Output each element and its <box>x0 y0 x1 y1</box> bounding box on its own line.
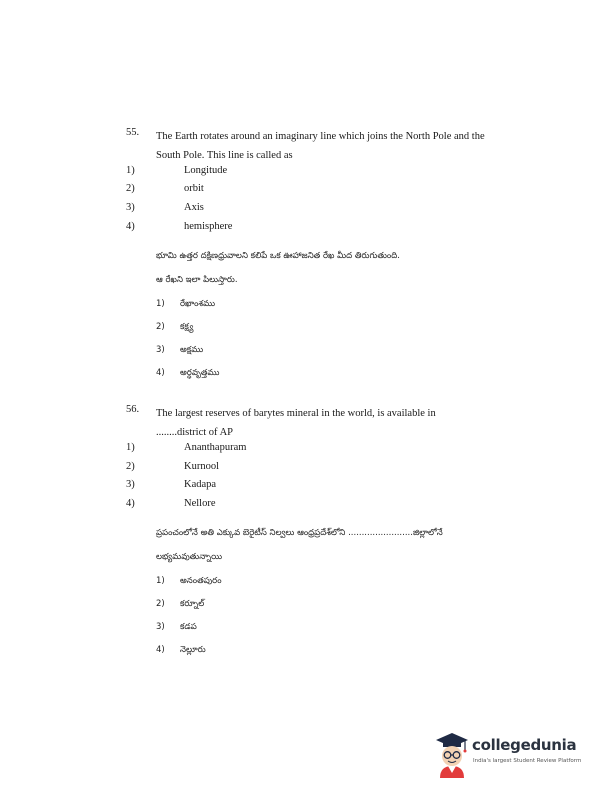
telugu-option-1: 1) అనంతపురం <box>156 576 222 586</box>
collegedunia-logo <box>432 728 582 780</box>
question-text: The Earth rotates around an imaginary line which joins the North Pole and the South Pole. This line is called as <box>156 131 485 161</box>
telugu-question-line-1: ప్రపంచంలోనే అతి ఎక్కువ బెరైటీస్ నిల్వలు ఆంధ్రప్రదేశ్‌లోని ........................జిల్లాలోనే <box>156 528 443 538</box>
telugu-option-2: 2) కర్నూల్ <box>156 599 205 609</box>
telugu-option-4: 4) నెల్లూరు <box>156 645 206 655</box>
question-text-line-1: The largest reserves of barytes mineral in the world, is available in <box>156 408 436 419</box>
telugu-option-2: 2) కక్ష్య <box>156 322 194 332</box>
brand-tagline: India's largest Student Review Platform <box>473 758 582 764</box>
question-number: 55. <box>126 127 140 138</box>
telugu-option-4: 4) అర్ధవృత్తము <box>156 368 220 378</box>
telugu-question-line-2: లభ్యమవుతున్నాయి <box>156 552 223 562</box>
telugu-option-1: 1) రేఖాంశము <box>156 299 216 309</box>
telugu-question-line-2: ఆ రేఖని ఇలా పిలుస్తారు. <box>156 275 238 285</box>
student-mascot-icon <box>432 728 472 780</box>
brand-name: collegedunia <box>472 736 577 754</box>
question-text-line-2: ........district of AP <box>156 427 234 438</box>
telugu-option-3: 3) కడప <box>156 622 197 632</box>
question-number: 56. <box>126 404 140 415</box>
telugu-question-line-1: భూమి ఉత్తర దక్షిణధ్రువాలని కలిపే ఒక ఊహాజనిత రేఖ మీద తిరుగుతుంది. <box>156 251 400 261</box>
document-page: 55. The Earth rotates around an imaginary line which joins the North Pole and the South Pole. This line is called as 1) Longitude 2) orbit 3) Axis 4) hemisphere భూమి ఉత్తర దక్షిణధ్రువాలని కలిపే ఒక ఊహాజనిత రేఖ మీద తిరుగుతుంది. ఆ రేఖని ఇలా పిలుస్తారు. 1) రేఖాంశము 2) కక్ష్య 3) అక్షము 4) అర్ధవృత్తము 56. The largest reserves of barytes mineral in the world, is available in ........district of AP 1) Ananthapuram 2) Kurnool 3) Kadapa 4) Nellore ప్రపంచంలోనే అతి ఎక్కువ బెరైటీస్ నిల్వలు ఆంధ్రప్రదేశ్‌లోని ........................జిల్లాలోనే లభ్యమవుతున్నాయి 1) అనంతపురం 2) కర్నూల్ 3) కడప 4) నెల్లూరు collegedunia India's largest Student Review Platform <box>0 0 612 792</box>
telugu-option-3: 3) అక్షము <box>156 345 204 355</box>
